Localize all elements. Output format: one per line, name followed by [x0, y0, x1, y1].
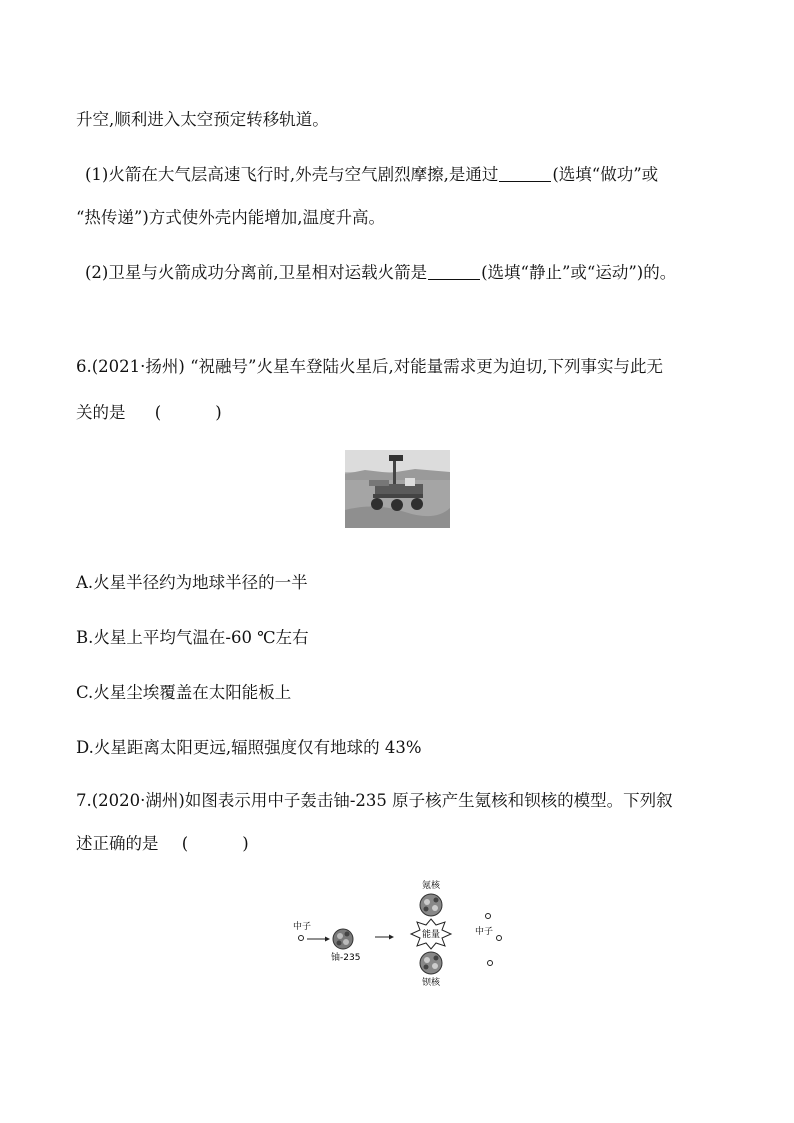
neutron-out-circle-2	[497, 936, 502, 941]
energy-label: 能量	[422, 930, 441, 940]
mars-rover-photo	[345, 450, 450, 528]
q5-part2-line	[85, 259, 676, 283]
q5-part1-text: (1)火箭在大气层高速飞行时,外壳与空气剧烈摩擦,是通过	[85, 165, 499, 184]
intro-line: 升空,顺利进入太空预定转移轨道。	[76, 110, 329, 129]
neutron-out-circle-3	[488, 961, 493, 966]
q6-option-d: D.火星距离太阳更远,辐照强度仅有地球的 43%	[76, 738, 422, 757]
q6-option-a: A.火星半径约为地球半径的一半	[76, 573, 308, 592]
uranium-label: 铀-235	[331, 953, 361, 963]
answer-blank-2[interactable]	[428, 265, 480, 280]
q7-stem-line1: 7.(2020·湖州)如图表示用中子轰击铀-235 原子核产生氪核和钡核的模型。下列叙	[76, 791, 673, 810]
answer-blank-1[interactable]	[499, 167, 551, 182]
uranium-nucleus-icon	[333, 929, 353, 949]
q6-stem-line1: 6.(2021·扬州) “祝融号”火星车登陆火星后,对能量需求更为迫切,下列事实与此无	[76, 357, 663, 376]
fission-diagram-svg	[285, 872, 515, 992]
q6-open-paren: (	[154, 403, 162, 422]
q6-option-c: C.火星尘埃覆盖在太阳能板上	[76, 683, 292, 702]
krypton-label: 氪核	[422, 881, 441, 891]
q5-part1-line1	[85, 161, 658, 185]
q7-stem-text: 述正确的是	[76, 834, 159, 853]
q7-stem-line2	[76, 830, 249, 854]
q7-open-paren: (	[181, 834, 189, 853]
q5-part2-text-b: (选填“静止”或“运动”)的。	[481, 263, 677, 282]
q6-stem-line2	[76, 399, 222, 423]
q7-close-paren: )	[242, 834, 249, 853]
barium-nucleus-icon	[420, 952, 442, 974]
q5-part1-text-b: (选填“做功”或	[552, 165, 659, 184]
barium-label: 钡核	[422, 978, 441, 988]
q5-part2-text: (2)卫星与火箭成功分离前,卫星相对运载火箭是	[85, 263, 428, 282]
neutron-arrow-head	[325, 937, 330, 942]
reaction-arrow-head	[389, 935, 394, 940]
q6-close-paren: )	[215, 403, 222, 422]
neutron-out-circle-1	[486, 914, 491, 919]
q5-part1-line2: “热传递”)方式使外壳内能增加,温度升高。	[76, 208, 386, 227]
q6-stem-text: 关的是	[76, 403, 126, 422]
q6-option-b: B.火星上平均气温在-60 ℃左右	[76, 628, 309, 647]
neutron-out-label: 中子	[475, 927, 494, 937]
mars-rover-image	[345, 450, 450, 528]
neutron-in-circle	[299, 936, 304, 941]
krypton-nucleus-icon	[420, 894, 442, 916]
fission-diagram	[285, 872, 515, 992]
neutron-in-label: 中子	[293, 922, 312, 932]
